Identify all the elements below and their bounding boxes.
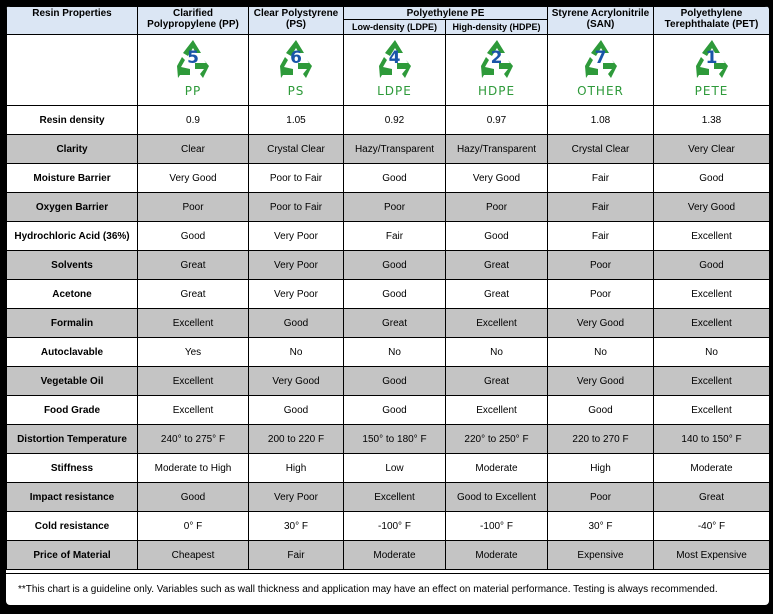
resin-code-number: 2 <box>490 47 503 68</box>
property-value: Moderate <box>446 541 548 570</box>
table-row <box>7 541 770 570</box>
logo-cell <box>654 35 770 106</box>
table-row <box>7 512 770 541</box>
resin-code-number: 7 <box>594 47 607 68</box>
property-value: Very Good <box>446 164 548 193</box>
property-value: Very Poor <box>249 222 344 251</box>
property-value: Great <box>446 280 548 309</box>
resin-code-abbr: LDPE <box>377 83 412 98</box>
property-value: Moderate to High <box>138 454 249 483</box>
property-value: Poor to Fair <box>249 164 344 193</box>
logo-cell <box>344 35 446 106</box>
logo-cell <box>138 35 249 106</box>
resin-code-abbr: PP <box>184 83 202 98</box>
header-pe: Polyethylene PE <box>344 7 548 20</box>
property-value: Good <box>344 164 446 193</box>
property-value: Poor <box>344 193 446 222</box>
property-value: Yes <box>138 338 249 367</box>
property-value: Excellent <box>344 483 446 512</box>
table-row <box>7 164 770 193</box>
table-row <box>7 367 770 396</box>
recycle-icon <box>365 38 425 100</box>
property-value: 220 to 270 F <box>548 425 654 454</box>
header-pet: Polyethylene Terephthalate (PET) <box>654 7 770 35</box>
property-label: Vegetable Oil <box>7 367 138 396</box>
recycle-icon <box>467 38 527 100</box>
property-value: Poor <box>138 193 249 222</box>
property-value: No <box>548 338 654 367</box>
property-label: Price of Material <box>7 541 138 570</box>
property-value: High <box>249 454 344 483</box>
property-label: Impact resistance <box>7 483 138 512</box>
property-value: Good <box>446 222 548 251</box>
resin-code-number: 6 <box>290 47 302 68</box>
recycle-icon <box>266 38 326 100</box>
property-value: Excellent <box>138 396 249 425</box>
table-row <box>7 309 770 338</box>
property-value: Good <box>344 251 446 280</box>
property-value: Expensive <box>548 541 654 570</box>
property-value: Very Poor <box>249 280 344 309</box>
property-value: Good <box>344 367 446 396</box>
property-value: Fair <box>548 193 654 222</box>
property-value: 30° F <box>249 512 344 541</box>
header-san: Styrene Acrylonitrile (SAN) <box>548 7 654 35</box>
property-label: Food Grade <box>7 396 138 425</box>
resin-code-abbr: HDPE <box>477 83 516 98</box>
property-value: Good <box>138 222 249 251</box>
resin-code-abbr: OTHER <box>577 83 624 98</box>
resin-properties-table <box>6 6 769 570</box>
property-value: 1.38 <box>654 106 770 135</box>
header-ldpe: Low-density (LDPE) <box>344 20 446 35</box>
property-value: Very Poor <box>249 483 344 512</box>
property-value: No <box>344 338 446 367</box>
chart-frame <box>4 4 769 610</box>
property-value: Most Expensive <box>654 541 770 570</box>
resin-code-number: 1 <box>705 47 718 68</box>
property-value: Very Good <box>548 367 654 396</box>
table-row <box>7 483 770 512</box>
property-value: Great <box>446 367 548 396</box>
property-value: No <box>446 338 548 367</box>
property-value: 0.92 <box>344 106 446 135</box>
property-value: 0.9 <box>138 106 249 135</box>
property-value: Moderate <box>446 454 548 483</box>
property-value: 1.05 <box>249 106 344 135</box>
resin-code-abbr: PETE <box>694 83 729 98</box>
property-value: 240° to 275° F <box>138 425 249 454</box>
footnote: **This chart is a guideline only. Variables such as wall thickness and application may have an effect on material performance. Testing is always recommended. <box>6 573 769 605</box>
property-value: Crystal Clear <box>548 135 654 164</box>
property-value: Poor to Fair <box>249 193 344 222</box>
property-label: Resin density <box>7 106 138 135</box>
property-value: Fair <box>548 164 654 193</box>
property-label: Acetone <box>7 280 138 309</box>
property-value: 220° to 250° F <box>446 425 548 454</box>
table-row <box>7 425 770 454</box>
table-row <box>7 222 770 251</box>
property-value: 140 to 150° F <box>654 425 770 454</box>
property-value: Excellent <box>654 396 770 425</box>
property-value: 200 to 220 F <box>249 425 344 454</box>
property-value: 150° to 180° F <box>344 425 446 454</box>
property-value: Good <box>654 164 770 193</box>
table-row <box>7 396 770 425</box>
property-label: Stiffness <box>7 454 138 483</box>
recycle-icon <box>163 38 223 100</box>
logo-cell <box>548 35 654 106</box>
resin-properties-sheet <box>6 6 769 605</box>
property-value: Very Poor <box>249 251 344 280</box>
property-value: Fair <box>249 541 344 570</box>
property-value: 0.97 <box>446 106 548 135</box>
property-value: Very Good <box>249 367 344 396</box>
table-row <box>7 280 770 309</box>
property-value: 0° F <box>138 512 249 541</box>
property-value: -100° F <box>446 512 548 541</box>
property-label: Hydrochloric Acid (36%) <box>7 222 138 251</box>
property-value: Poor <box>548 483 654 512</box>
table-row <box>7 106 770 135</box>
property-value: Good <box>344 396 446 425</box>
resin-code-number: 5 <box>187 47 199 68</box>
property-label: Distortion Temperature <box>7 425 138 454</box>
property-value: Hazy/Transparent <box>446 135 548 164</box>
property-value: No <box>654 338 770 367</box>
property-value: Very Clear <box>654 135 770 164</box>
property-value: 30° F <box>548 512 654 541</box>
property-value: Good <box>344 280 446 309</box>
property-value: Crystal Clear <box>249 135 344 164</box>
property-value: Fair <box>344 222 446 251</box>
property-value: Very Good <box>654 193 770 222</box>
header-hdpe: High-density (HDPE) <box>446 20 548 35</box>
property-value: Great <box>344 309 446 338</box>
property-value: Great <box>446 251 548 280</box>
property-label: Clarity <box>7 135 138 164</box>
property-value: Very Good <box>138 164 249 193</box>
property-value: Fair <box>548 222 654 251</box>
property-value: Very Good <box>548 309 654 338</box>
property-value: Excellent <box>654 222 770 251</box>
recycle-icon <box>571 38 631 100</box>
property-value: Excellent <box>138 367 249 396</box>
property-value: Moderate <box>344 541 446 570</box>
property-value: Excellent <box>654 309 770 338</box>
logo-row-label <box>7 35 138 106</box>
property-value: Good <box>249 396 344 425</box>
property-value: No <box>249 338 344 367</box>
property-label: Solvents <box>7 251 138 280</box>
property-label: Formalin <box>7 309 138 338</box>
table-row <box>7 251 770 280</box>
property-value: Great <box>654 483 770 512</box>
property-value: Excellent <box>138 309 249 338</box>
property-value: -40° F <box>654 512 770 541</box>
property-label: Cold resistance <box>7 512 138 541</box>
table-row <box>7 135 770 164</box>
property-value: Excellent <box>654 367 770 396</box>
property-value: High <box>548 454 654 483</box>
property-value: Hazy/Transparent <box>344 135 446 164</box>
property-value: Great <box>138 251 249 280</box>
table-row <box>7 193 770 222</box>
property-value: Poor <box>548 251 654 280</box>
logo-cell <box>249 35 344 106</box>
recycle-icon <box>682 38 742 100</box>
table-row <box>7 338 770 367</box>
property-label: Autoclavable <box>7 338 138 367</box>
property-value: Great <box>138 280 249 309</box>
property-value: Excellent <box>446 309 548 338</box>
header-pp: Clarified Polypropylene (PP) <box>138 7 249 35</box>
property-value: 1.08 <box>548 106 654 135</box>
property-value: -100° F <box>344 512 446 541</box>
property-value: Good <box>138 483 249 512</box>
property-value: Poor <box>548 280 654 309</box>
property-label: Oxygen Barrier <box>7 193 138 222</box>
property-value: Excellent <box>654 280 770 309</box>
logo-cell <box>446 35 548 106</box>
property-value: Moderate <box>654 454 770 483</box>
property-value: Good to Excellent <box>446 483 548 512</box>
property-value: Good <box>654 251 770 280</box>
property-label: Moisture Barrier <box>7 164 138 193</box>
resin-code-number: 4 <box>388 47 401 68</box>
property-value: Poor <box>446 193 548 222</box>
property-value: Low <box>344 454 446 483</box>
property-value: Cheapest <box>138 541 249 570</box>
header-ps: Clear Polystyrene (PS) <box>249 7 344 35</box>
table-row <box>7 454 770 483</box>
property-value: Good <box>548 396 654 425</box>
property-value: Excellent <box>446 396 548 425</box>
property-value: Good <box>249 309 344 338</box>
property-value: Clear <box>138 135 249 164</box>
header-resin-properties: Resin Properties <box>7 7 138 35</box>
resin-code-abbr: PS <box>287 83 305 98</box>
